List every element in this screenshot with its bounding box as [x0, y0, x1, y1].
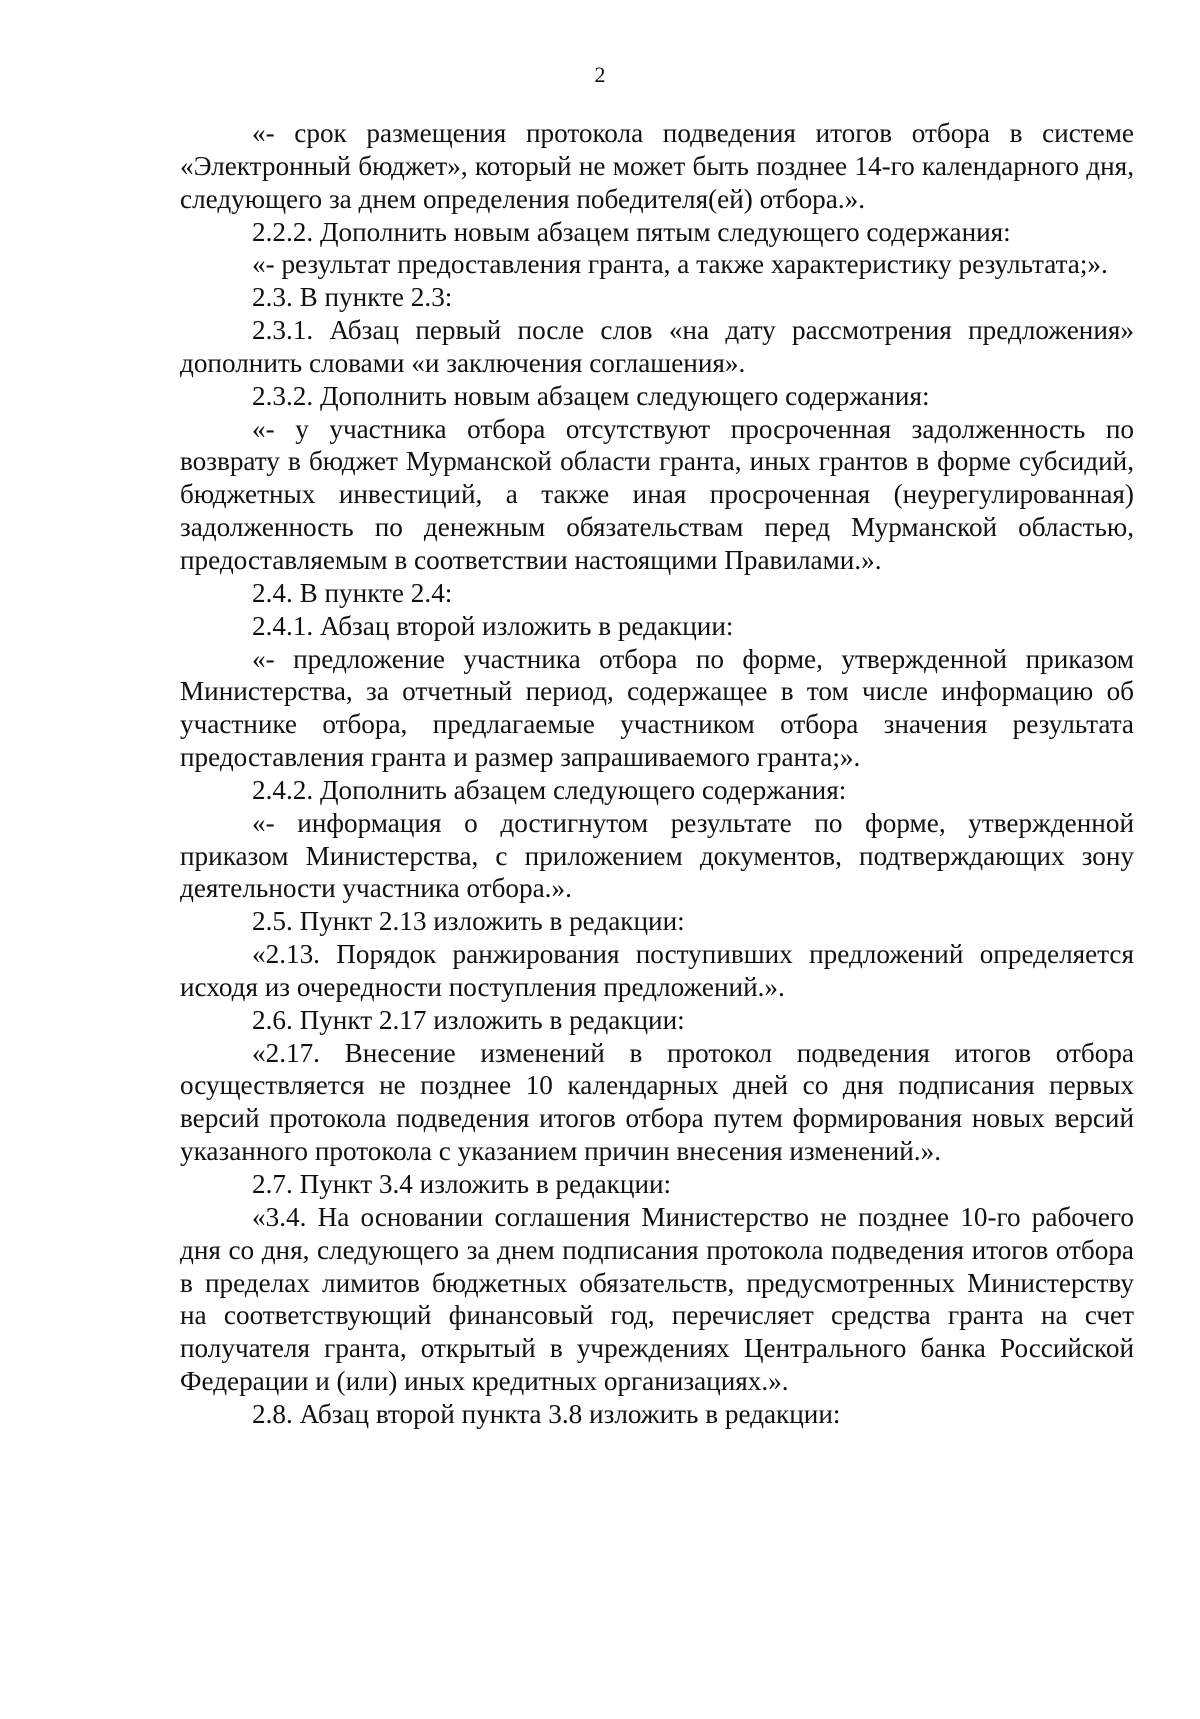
paragraph: «- предложение участника отбора по форме, утвержденной приказом Министерства, за отчетный период, содержащее в том числе информацию об участнике отбора, предлагаемые участником отбора значения результата предоставления гранта и размер запрашиваемого гранта;». — [180, 643, 1134, 773]
paragraph: «- у участника отбора отсутствуют просроченная задолженность по возврату в бюджет Мурманской области гранта, иных грантов в форме субсидий, бюджетных инвестиций, а также иная просроченная (неурегулированная) задолженность по денежным обязательствам перед Мурманской областью, предоставляемым в соответствии настоящими Правилами.». — [180, 413, 1134, 575]
paragraph: «- результат предоставления гранта, а также характеристику результата;». — [252, 249, 1108, 280]
paragraph: 2.8. Абзац второй пункта 3.8 изложить в редакции: — [252, 1398, 841, 1429]
paragraph: «3.4. На основании соглашения Министерство не позднее 10-го рабочего дня со дня, следующего за днем подписания протокола подведения итогов отбора в пределах лимитов бюджетных обязательств, предусмотренных Министерству на соответствующий финансовый год, перечисляет средства гранта на счет получателя гранта, открытый в учреждениях Центрального банка Российской Федерации и (или) иных кредитных организациях.». — [180, 1201, 1134, 1397]
paragraph: «- срок размещения протокола подведения итогов отбора в системе «Электронный бюджет», который не может быть позднее 14-го календарного дня, следующего за днем определения победителя(ей) отбора.». — [180, 118, 1134, 214]
paragraph: 2.4. В пункте 2.4: — [252, 577, 453, 608]
paragraph: «2.13. Порядок ранжирования поступивших предложений определяется исходя из очередности поступления предложений.». — [180, 939, 1134, 1002]
paragraph: 2.4.1. Абзац второй изложить в редакции: — [252, 610, 734, 641]
paragraph: 2.4.2. Дополнить абзацем следующего содержания: — [252, 774, 847, 805]
paragraph: 2.2.2. Дополнить новым абзацем пятым следующего содержания: — [252, 216, 1011, 247]
paragraph: 2.3.1. Абзац первый после слов «на дату рассмотрения предложения» дополнить словами «и заключения соглашения». — [180, 315, 1134, 378]
document-body — [180, 117, 1134, 1431]
paragraph: 2.7. Пункт 3.4 изложить в редакции: — [252, 1169, 672, 1199]
paragraph: «2.17. Внесение изменений в протокол подведения итогов отбора осуществляется не позднее 10 календарных дней со дня подписания первых версий протокола подведения итогов отбора путем формирования новых версий указанного протокола с указанием причин внесения изменений.». — [180, 1037, 1134, 1167]
page-number: 2 — [594, 62, 606, 87]
paragraph: 2.3.2. Дополнить новым абзацем следующего содержания: — [252, 380, 930, 411]
paragraph: 2.3. В пункте 2.3: — [252, 282, 453, 313]
paragraph: 2.5. Пункт 2.13 изложить в редакции: — [252, 906, 685, 937]
paragraph: 2.6. Пункт 2.17 изложить в редакции: — [252, 1004, 685, 1035]
paragraph: «- информация о достигнутом результате по форме, утвержденной приказом Министерства, с приложением документов, подтверждающих зону деятельности участника отбора.». — [180, 807, 1134, 904]
